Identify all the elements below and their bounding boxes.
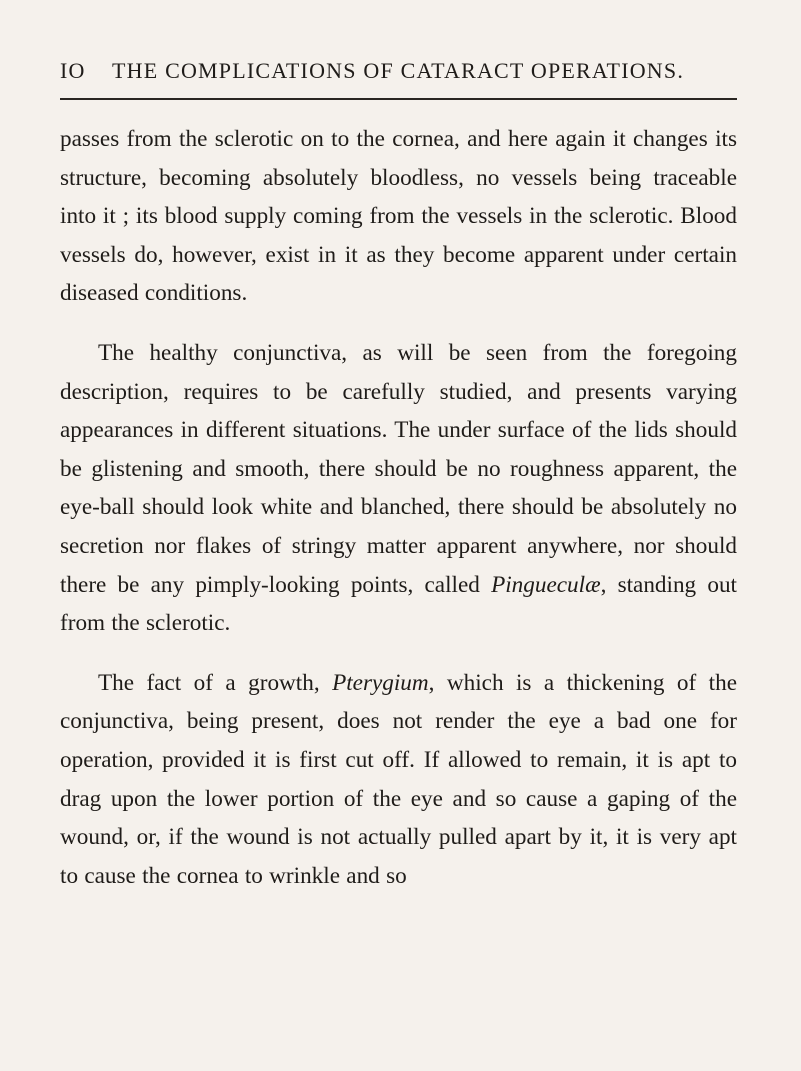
running-title: THE COMPLICATIONS OF CATARACT OPERATIONS. <box>112 58 685 83</box>
paragraph-2-text-before: The healthy conjunctiva, as will be seen from the foregoing description, requires to be carefully studied, and presents varying appearances in different situations. The under surface of the lids should be glistening and smooth, there should be no roughness apparent, the eye-ball should look white and blanched, there should be absolutely no secretion nor flakes of stringy matter apparent anywhere, nor should there be any pimply-looking points, called <box>60 339 737 598</box>
paragraph-2-text-after: , standing out from the sclerotic. <box>60 571 737 637</box>
paragraph-3-italic-term: Pterygium <box>332 669 429 696</box>
paragraph-3-text-before: The fact of a growth, <box>98 669 333 696</box>
running-head <box>60 56 760 86</box>
paragraph-3 <box>60 664 737 896</box>
paragraph-2-italic-term: Pingueculæ <box>491 571 601 598</box>
page-number: IO <box>60 58 86 83</box>
header-rule <box>60 98 737 100</box>
paragraph-1 <box>60 120 737 313</box>
paragraph-1-text: passes from the sclerotic on to the cornea, and here again it changes its structure, becoming absolutely bloodless, no vessels being traceable into it ; its blood supply coming from the vessels in the sclerotic. Blood vessels do, however, exist in it as they become apparent under certain diseased conditions. <box>60 126 737 307</box>
paragraph-3-text-after: , which is a thickening of the conjunctiva, being present, does not render the eye a bad one for operation, provided it is first cut off. If allowed to remain, it is apt to drag upon the lower portion of the eye and so cause a gaping of the wound, or, if the wound is not actually pulled apart by it, it is very apt to cause the cornea to wrinkle and so <box>60 669 737 889</box>
body-text <box>60 120 737 895</box>
paragraph-2 <box>60 334 737 643</box>
